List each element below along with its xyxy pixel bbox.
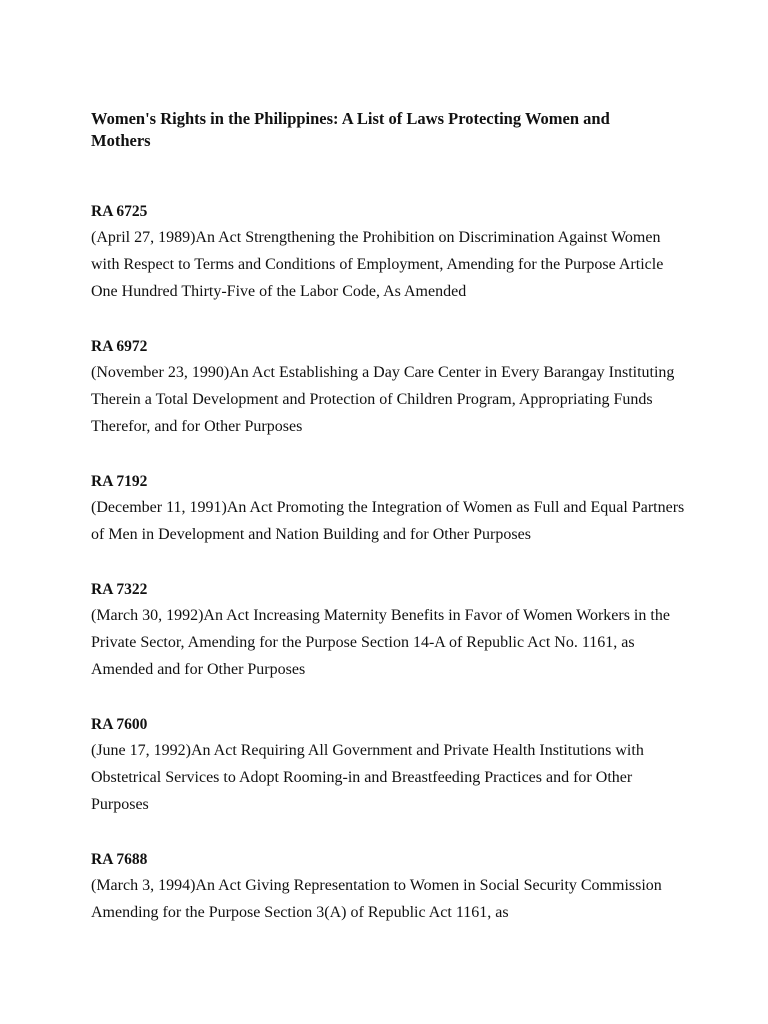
law-description: (November 23, 1990)An Act Establishing a Day Care Center in Every Barangay Instituting Therein a Total Development and Protection of Children Program, Appropriating Funds Therefor, and for Other Purposes <box>91 364 675 435</box>
law-description: (April 27, 1989)An Act Strengthening the Prohibition on Discrimination Against Women with Respect to Terms and Conditions of Employment, Amending for the Purpose Article One Hundred Thirty-Five of the Labor Code, As Amended <box>91 229 664 300</box>
law-entry-ra-7688 <box>91 847 708 926</box>
document-title: Women's Rights in the Philippines: A List of Laws Protecting Women and Mothers <box>91 109 610 150</box>
law-description: (December 11, 1991)An Act Promoting the Integration of Women as Full and Equal Partners of Men in Development and Nation Building and for Other Purposes <box>91 499 685 543</box>
law-number: RA 6725 <box>91 203 148 220</box>
law-number: RA 7600 <box>91 716 148 733</box>
law-number: RA 7192 <box>91 473 148 490</box>
law-description: (March 30, 1992)An Act Increasing Maternity Benefits in Favor of Women Workers in the Private Sector, Amending for the Purpose Section 14-A of Republic Act No. 1161, as Amended and for Other Purposes <box>91 607 670 678</box>
law-entry-ra-7600 <box>91 712 708 818</box>
law-entry-ra-6725 <box>91 199 708 305</box>
law-description: (March 3, 1994)An Act Giving Representation to Women in Social Security Commission Amending for the Purpose Section 3(A) of Republic Act 1161, as <box>91 877 662 921</box>
law-entry-ra-7322 <box>91 577 708 683</box>
law-number: RA 7322 <box>91 581 148 598</box>
law-entry-ra-6972 <box>91 334 708 440</box>
law-description: (June 17, 1992)An Act Requiring All Government and Private Health Institutions with Obstetrical Services to Adopt Rooming-in and Breastfeeding Practices and for Other Purposes <box>91 742 644 813</box>
law-number: RA 7688 <box>91 851 148 868</box>
law-number: RA 6972 <box>91 338 148 355</box>
law-entry-ra-7192 <box>91 469 708 548</box>
law-list <box>91 199 708 926</box>
